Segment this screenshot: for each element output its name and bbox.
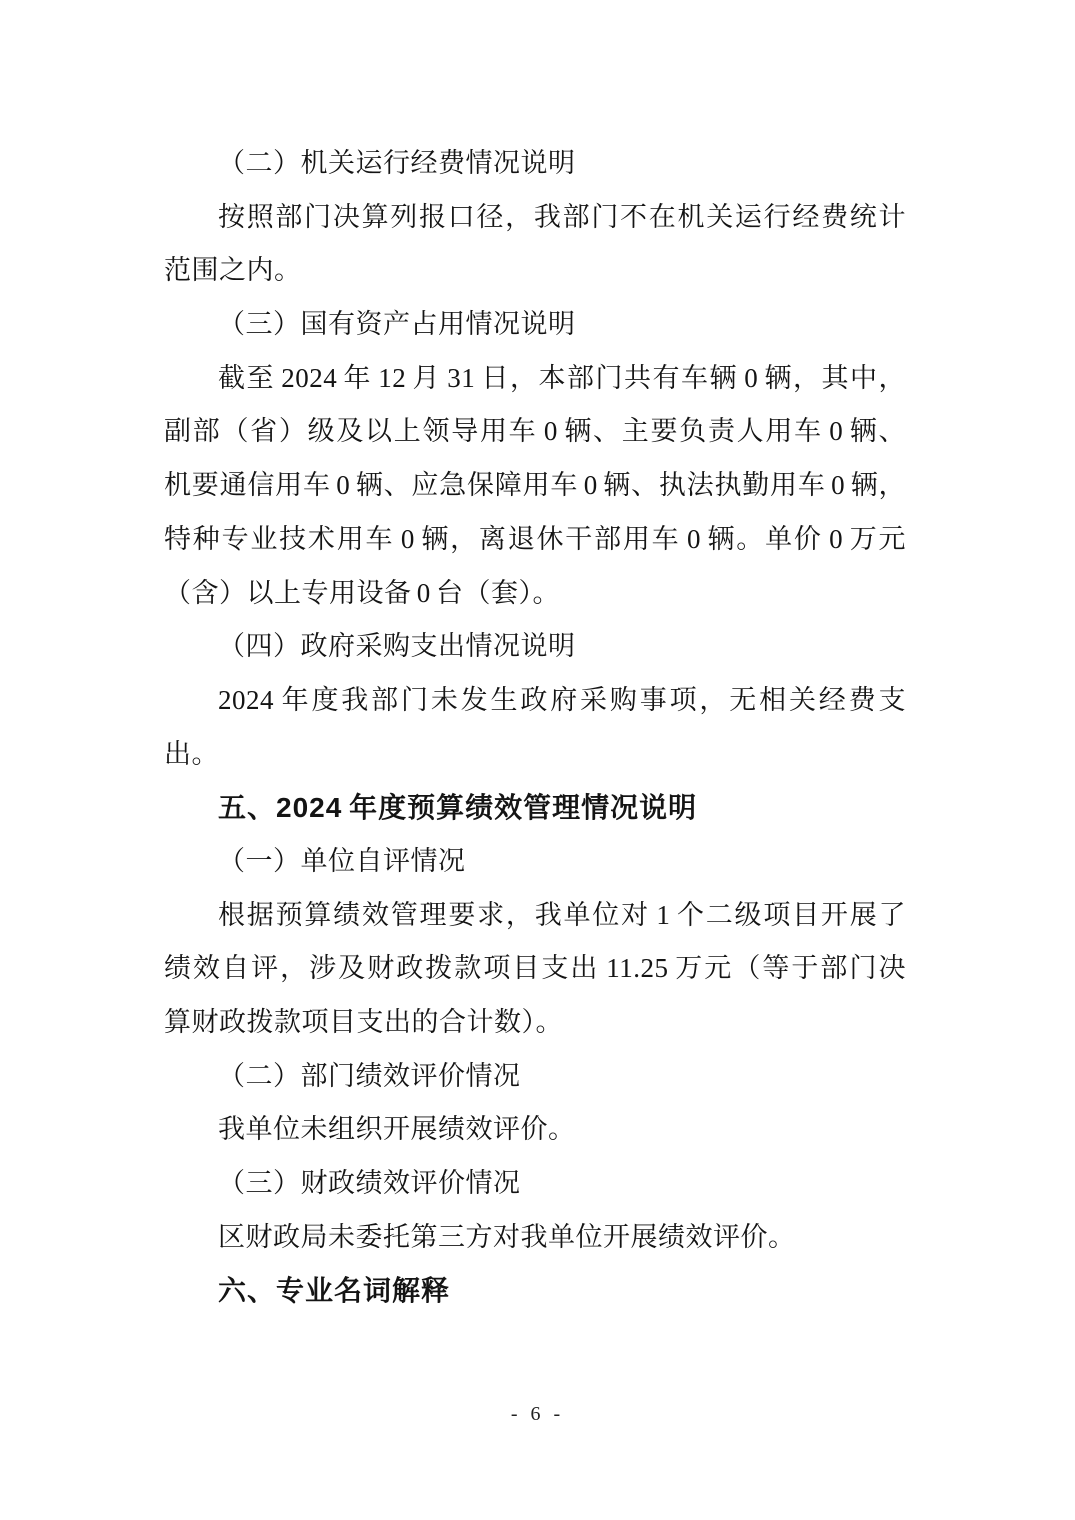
section-heading: 五、2024 年度预算绩效管理情况说明 (218, 792, 698, 824)
text-line: 截至 2024 年 12 月 31 日，本部门共有车辆 0 辆，其中， (218, 362, 906, 393)
text-line: （三）国有资产占用情况说明 (218, 309, 576, 340)
text-line: 2024 年度我部门未发生政府采购事项，无相关经费支 (218, 684, 906, 715)
text-line: 机要通信用车 0 辆、应急保障用车 0 辆、执法执勤用车 0 辆， (164, 470, 906, 501)
text-line: 根据预算绩效管理要求，我单位对 1 个二级项目开展了 (218, 899, 906, 930)
text-line: （二）机关运行经费情况说明 (218, 148, 576, 178)
page-number: - 6 - (510, 1403, 565, 1425)
document-body (164, 137, 906, 1318)
section-heading: 六、专业名词解释 (218, 1275, 451, 1307)
text-line: 副部（省）级及以上领导用车 0 辆、主要负责人用车 0 辆、 (164, 416, 906, 447)
text-line: （含）以上专用设备 0 台（套）。 (164, 577, 560, 608)
text-line: （三）财政绩效评价情况 (218, 1168, 521, 1199)
page-footer (0, 1403, 1075, 1426)
text-line: 算财政拨款项目支出的合计数）。 (164, 1007, 563, 1037)
text-line: （二）部门绩效评价情况 (218, 1060, 521, 1091)
text-line: 按照部门决算列报口径，我部门不在机关运行经费统计 (218, 201, 906, 232)
text-line: 区财政局未委托第三方对我单位开展绩效评价。 (218, 1221, 796, 1252)
text-line: 绩效自评，涉及财政拨款项目支出 11.25 万元（等于部门决 (164, 953, 906, 984)
text-line: 范围之内。 (164, 255, 302, 286)
text-line: 出。 (164, 738, 219, 769)
text-line: （四）政府采购支出情况说明 (218, 631, 576, 662)
text-line: （一）单位自评情况 (218, 845, 466, 876)
text-line: 特种专业技术用车 0 辆，离退休干部用车 0 辆。单价 0 万元 (164, 523, 906, 554)
text-line: 我单位未组织开展绩效评价。 (218, 1114, 576, 1145)
